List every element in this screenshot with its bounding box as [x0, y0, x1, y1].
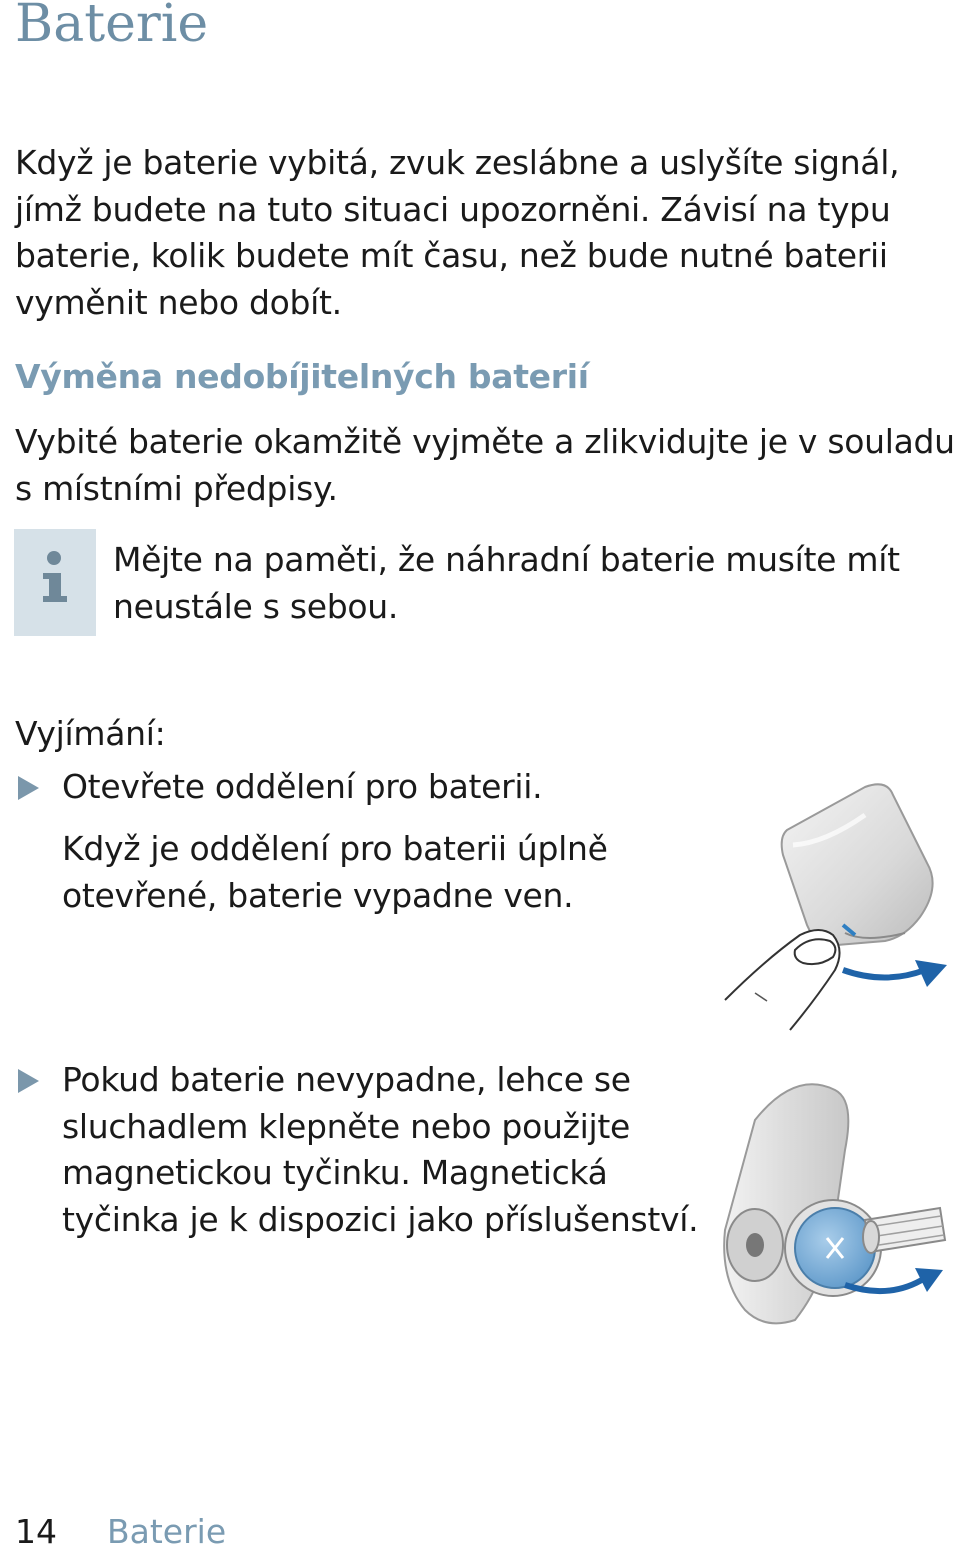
battery-door-opening-illustration — [715, 775, 955, 1040]
info-icon — [14, 529, 96, 636]
info-box — [14, 529, 96, 636]
magnetic-stick-illustration — [715, 1080, 955, 1335]
step-2-text: Pokud baterie nevypadne, lehce se sluchadlem klepněte nebo použijte magnetickou tyčinku. Magnetická tyčinka je k dispozici jako příslušenství. — [62, 1060, 699, 1239]
removal-label: Vyjímání: — [15, 714, 166, 753]
intro-paragraph: Když je baterie vybitá, zvuk zeslábne a uslyšíte signál, jímž budete na tuto situaci upozorněni. Závisí na typu baterie, kolik budete mít času, než bude nutné baterii vyměnit nebo dobít. — [15, 143, 900, 322]
page-title: Baterie — [15, 0, 209, 54]
page-number: 14 — [15, 1512, 57, 1551]
step-1-text: Otevřete oddělení pro baterii. — [62, 767, 543, 806]
disposal-paragraph: Vybité baterie okamžitě vyjměte a zlikvidujte je v souladu s místními předpisy. — [15, 422, 955, 508]
step-1-detail: Když je oddělení pro baterii úplně otevřené, baterie vypadne ven. — [62, 829, 608, 915]
footer-section-title: Baterie — [107, 1512, 227, 1551]
triangle-right-icon — [18, 1069, 39, 1093]
section-heading: Výměna nedobíjitelných baterií — [15, 357, 589, 396]
triangle-right-icon — [18, 776, 39, 800]
info-note: Mějte na paměti, že náhradní baterie musíte mít neustále s sebou. — [113, 540, 900, 626]
